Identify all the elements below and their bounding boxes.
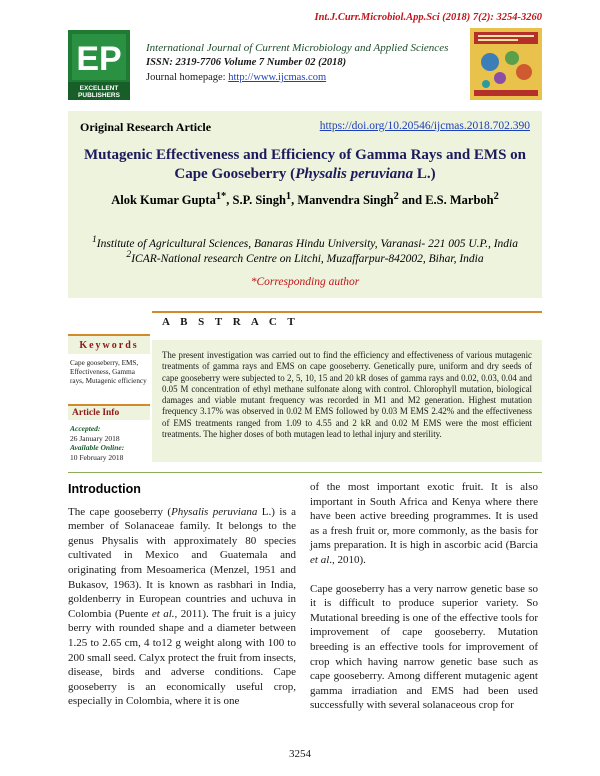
body-paragraph (68, 505, 296, 709)
author-sep: , (291, 193, 298, 208)
title-text-end: L.) (413, 166, 436, 182)
affiliation-text: Institute of Agricultural Sciences, Banaras Hindu University, Varanasi- 221 005 U.P., India (96, 237, 518, 250)
title-species: Physalis peruviana (295, 166, 414, 182)
text-run-italic: et al., (151, 607, 178, 620)
affiliation-sup: 2 (126, 249, 132, 260)
author-sup: 2 (493, 191, 499, 202)
author-name: E.S. Marboh (425, 193, 494, 208)
keywords-list: Cape gooseberry, EMS, Effectiveness, Gamma rays, Mutagenic efficiency (70, 359, 147, 385)
citation-line: Int.J.Curr.Microbiol.App.Sci (2018) 7(2): 3254-3260 (314, 12, 542, 23)
title-line-2 (80, 165, 530, 184)
author-and: and (398, 193, 426, 208)
page-number: 3254 (289, 748, 311, 760)
journal-cover-image (470, 28, 542, 100)
author-name: Alok Kumar Gupta (111, 193, 216, 208)
text-run: 2011). The fruit is a juicy berry with rounded shape and a diameter between 1.25 to 2.65 cm, 4 to12 g weight along with 100 to 200 small seed. Calyx protect the fruit from insects, disease, birds and adverse conditions. Cape gooseberry is an economically useful crop, especially in Colombia, where it is one (68, 607, 296, 708)
abstract-text: The present investigation was carried out to find the efficiency and effectiveness of various mutagenic treatments of gamma rays and EMS on cape gooseberry. Genetically pure, uniform and dry seeds of cape gooseberry were subjected to 2, 5, 10, 15 and 20 kR doses of gamma rays and 0.02, 0.03, 0.04 and 0.05 M concentration of ethyl methane sulfonate along with control. Chlorophyll mutation, biological damages and viable mutant frequency was recorded in M1 and M2 generation. Highest mutation frequency 3.17% was observed in 0.02 M EMS followed by 0.03 M EMS 2.42% and the effectiveness of EMS treatments ranged from 1.09 to 4.55 and 2 kR and 0.02 M EMS were the most efficient treatments. The higher doses of both mutagen lead to lethal injury and sterility. (152, 340, 542, 462)
affiliation-1 (68, 234, 542, 250)
body-paragraph (310, 480, 538, 568)
article-type: Original Research Article (80, 120, 212, 134)
sidebar (68, 334, 150, 469)
article-title (80, 146, 530, 184)
text-run: L.) is a member of Solanaceae family. It belongs to the genus Physalis with approximately 80 species cultivated in Mexico and Guatemala and originating from Mesoamerica (Menzel, 1951 and Bukasov, 1963). It is known as rasbhari in India, goldenberry in European countries and uchuva in Colombia (Puente (68, 505, 296, 620)
journal-name: International Journal of Current Microbiology and Applied Sciences (146, 42, 449, 54)
issn-line: ISSN: 2319-7706 Volume 7 Number 02 (2018) (146, 57, 347, 68)
author-sup: 2 (393, 191, 399, 202)
body-column-left (68, 480, 296, 723)
text-run: The cape gooseberry ( (68, 505, 172, 518)
corresponding-author: *Corresponding author (250, 276, 360, 288)
available-label: Available Online: (70, 443, 125, 452)
svg-text:EXCELLENT: EXCELLENT (79, 85, 119, 92)
author-name: S.P. Singh (232, 193, 286, 208)
homepage-link[interactable]: http://www.ijcmas.com (228, 72, 327, 83)
author-list (68, 191, 542, 208)
affiliation-text: ICAR-National research Centre on Litchi, Muzaffarpur-842002, Bihar, India (131, 252, 484, 265)
title-text: Cape Gooseberry ( (174, 166, 296, 182)
text-run-italic: et al (310, 553, 330, 566)
svg-text:EP: EP (76, 40, 122, 78)
publisher-logo (68, 30, 130, 100)
journal-homepage (146, 72, 326, 83)
section-heading-introduction: Introduction (68, 482, 141, 496)
affiliation-2 (68, 249, 542, 265)
homepage-label: Journal homepage: (146, 72, 229, 83)
article-info (70, 424, 150, 462)
text-run: ., 2010). (329, 553, 366, 566)
accepted-date: 26 January 2018 (70, 433, 120, 443)
available-date: 10 February 2018 (70, 452, 124, 462)
author-sup: 1 (285, 191, 292, 202)
doi-link[interactable]: https://doi.org/10.20546/ijcmas.2018.702.390 (319, 120, 530, 132)
section-divider (68, 472, 542, 473)
article-info-heading: Article Info (68, 404, 150, 420)
title-line-1: Mutagenic Effectiveness and Efficiency of Gamma Rays and EMS on (83, 147, 527, 163)
affiliation-sup: 1 (91, 234, 97, 245)
body-column-right (310, 480, 538, 727)
text-run: of the most important exotic fruit. It is also important in South Africa and Kenya where there have been active breeding programmes. It is used as a fresh fruit or, more commonly, as the basis for jams preparation. It is high in ascorbic acid (Barcia (310, 481, 538, 552)
author-sep: , (226, 193, 233, 208)
abstract-heading: A B S T R A C T (152, 311, 542, 331)
author-sup: 1* (215, 191, 227, 202)
author-name: Manvendra Singh (297, 193, 394, 208)
keywords-heading: Keywords (68, 334, 150, 354)
accepted-label: Accepted: (70, 424, 101, 433)
body-paragraph: Cape gooseberry has a very narrow genetic base so it is difficult to produce superior variety. So Mutational breeding is one of the effective tools for improvement of cape gooseberry. Mutation breeding is an effective tools for improvement of crop which having narrow genetic base such as cape gooseberry. Among different mutagenic agent gamma irradiation and EMS had been used successfully with several solanaceous crop for (310, 582, 538, 712)
text-run-italic: Physalis peruviana (171, 505, 258, 518)
svg-text:PUBLISHERS: PUBLISHERS (78, 92, 120, 99)
